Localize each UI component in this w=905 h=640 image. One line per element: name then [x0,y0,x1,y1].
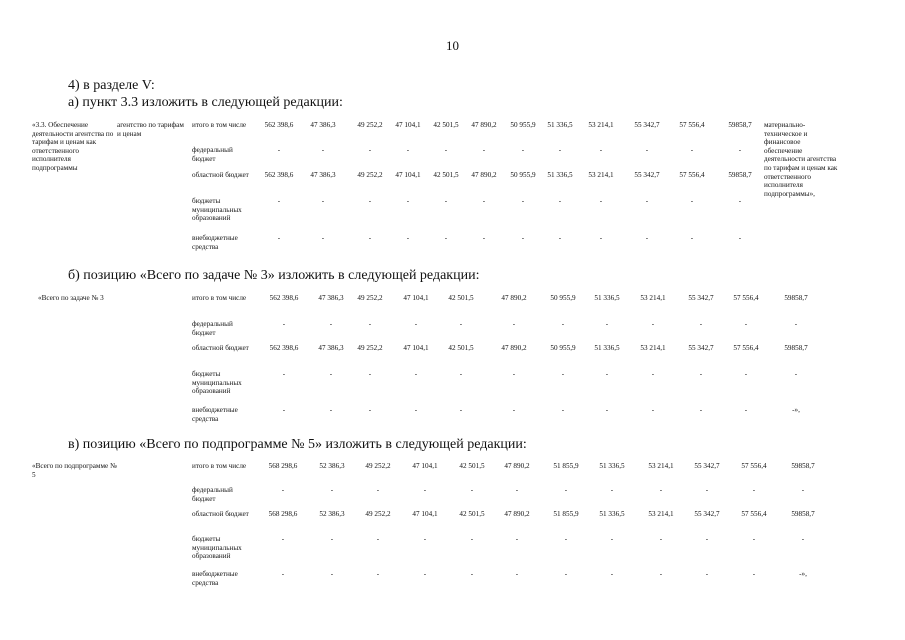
table-cell: 49 252,2 [357,344,383,352]
row-label: бюджеты муниципальных образований [192,370,242,396]
table-cell: - [645,197,649,205]
table-cell: - [659,486,663,494]
row-label: областной бюджет [192,344,249,352]
table-cell: - [368,320,372,328]
table-cell: - [329,320,333,328]
table-cell: 50 955,9 [550,294,576,302]
table-cell: - [281,535,285,543]
table-cell: - [561,406,565,414]
table-cell: - [330,570,334,578]
table-cell: 42 501,5 [433,121,459,129]
table-cell: 55 342,7 [694,462,720,470]
table-cell: - [599,234,603,242]
item-a-heading: а) пункт 3.3 изложить в следующей редакции: [68,95,343,110]
table-cell: 59858,7 [784,294,808,302]
table-cell: - [329,370,333,378]
table-cell: 47 890,2 [504,462,530,470]
row-label: бюджеты муниципальных образований [192,197,242,223]
table-cell: - [515,486,519,494]
table-cell: 49 252,2 [357,171,383,179]
table-cell: - [470,535,474,543]
row-label: бюджеты муниципальных образований [192,535,242,561]
table-cell: -», [792,406,800,414]
table-cell: - [282,370,286,378]
table-cell: - [699,320,703,328]
table-cell: -», [799,570,807,578]
row-label: внебюджетные средства [192,234,238,251]
table-cell: - [512,370,516,378]
table-cell: 47 890,2 [501,294,527,302]
table-cell: 47 890,2 [504,510,530,518]
row-label: внебюджетные средства [192,406,238,423]
item-b-heading: б) позицию «Всего по задаче № 3» изложить в следующей редакции: [68,268,480,283]
table-cell: - [659,535,663,543]
table-cell: - [414,370,418,378]
table-cell: - [423,535,427,543]
table-a-title: «3.3. Обеспечение деятельности агентства по тарифам и ценам как ответственного исполнителя подпрограммы [32,121,114,172]
table-cell: - [690,234,694,242]
row-label: федеральный бюджет [192,486,233,503]
table-cell: - [376,535,380,543]
table-cell: - [744,320,748,328]
row-label: внебюджетные средства [192,570,238,587]
table-cell: 51 855,9 [553,462,579,470]
table-cell: - [321,197,325,205]
table-cell: 47 104,1 [403,294,429,302]
table-cell: 55 342,7 [634,171,660,179]
table-cell: 47 104,1 [395,171,421,179]
row-label: итого в том числе [192,462,247,470]
table-cell: - [558,234,562,242]
table-c-title: «Всего по подпрограмме № 5 [32,462,117,479]
table-cell: - [558,146,562,154]
table-cell: - [801,486,805,494]
table-cell: - [368,234,372,242]
row-label: федеральный бюджет [192,146,233,163]
table-b-title: «Всего по задаче № 3 [38,294,104,302]
table-cell: 49 252,2 [365,510,391,518]
table-cell: 562 398,6 [269,344,299,352]
page-number: 10 [446,38,459,53]
table-cell: - [368,146,372,154]
table-cell: - [282,320,286,328]
table-cell: - [521,146,525,154]
table-cell: 42 501,5 [448,294,474,302]
table-cell: - [599,197,603,205]
table-cell: - [599,146,603,154]
table-a-note: материально-техническое и финансовое обеспечение деятельности агентства по тарифам и ценам как ответственного исполнителя подпрограммы», [764,121,838,198]
table-cell: 562 398,6 [264,171,294,179]
table-cell: 50 955,9 [510,171,536,179]
table-cell: 50 955,9 [550,344,576,352]
table-cell: 51 336,5 [599,510,625,518]
row-label: областной бюджет [192,171,249,179]
table-cell: 47 386,3 [318,294,344,302]
table-cell: - [512,320,516,328]
table-cell: - [521,234,525,242]
table-cell: - [459,406,463,414]
table-cell: - [699,406,703,414]
table-cell: - [512,406,516,414]
table-cell: 47 386,3 [318,344,344,352]
table-cell: - [752,535,756,543]
table-cell: 562 398,6 [264,121,294,129]
table-cell: 47 104,1 [412,510,438,518]
table-cell: - [281,570,285,578]
table-cell: - [406,146,410,154]
table-cell: - [321,234,325,242]
table-cell: 53 214,1 [648,462,674,470]
table-cell: 42 501,5 [459,510,485,518]
table-cell: 47 104,1 [403,344,429,352]
table-cell: - [368,406,372,414]
table-cell: 53 214,1 [588,121,614,129]
table-cell: - [610,535,614,543]
table-cell: - [414,320,418,328]
table-cell: 52 386,3 [319,462,345,470]
table-cell: 47 890,2 [471,171,497,179]
table-cell: - [752,486,756,494]
table-cell: - [645,146,649,154]
table-cell: - [564,486,568,494]
table-a-executor: агентство по тарифам и ценам [117,121,184,138]
table-cell: 59858,7 [791,462,815,470]
table-cell: - [515,570,519,578]
table-cell: - [482,197,486,205]
table-cell: - [444,146,448,154]
table-cell: 55 342,7 [634,121,660,129]
table-cell: 47 386,3 [310,121,336,129]
table-cell: - [752,570,756,578]
table-cell: - [482,234,486,242]
table-cell: - [376,570,380,578]
table-cell: - [330,486,334,494]
table-cell: - [794,370,798,378]
table-cell: - [610,486,614,494]
table-cell: 51 336,5 [547,171,573,179]
table-cell: - [651,406,655,414]
table-cell: 47 890,2 [501,344,527,352]
table-cell: 55 342,7 [688,344,714,352]
table-cell: - [423,570,427,578]
table-cell: - [744,406,748,414]
table-cell: - [515,535,519,543]
table-cell: 59858,7 [728,171,752,179]
table-cell: - [330,535,334,543]
table-cell: - [558,197,562,205]
table-cell: - [738,197,742,205]
table-cell: 51 336,5 [594,294,620,302]
table-cell: 568 298,6 [268,510,298,518]
table-cell: - [605,320,609,328]
table-cell: 55 342,7 [688,294,714,302]
table-cell: 57 556,4 [741,462,767,470]
table-cell: - [794,320,798,328]
table-cell: 55 342,7 [694,510,720,518]
table-cell: 53 214,1 [640,344,666,352]
table-cell: - [645,234,649,242]
table-cell: - [659,570,663,578]
table-cell: 568 298,6 [268,462,298,470]
table-cell: - [376,486,380,494]
table-cell: - [277,146,281,154]
table-cell: 59858,7 [728,121,752,129]
table-cell: - [801,535,805,543]
table-cell: - [605,370,609,378]
table-cell: 57 556,4 [679,121,705,129]
table-cell: - [651,370,655,378]
table-cell: - [470,570,474,578]
table-cell: - [521,197,525,205]
table-cell: - [406,197,410,205]
table-cell: 57 556,4 [733,344,759,352]
table-cell: - [459,370,463,378]
table-cell: 59858,7 [784,344,808,352]
table-cell: - [605,406,609,414]
item-c-heading: в) позицию «Всего по подпрограмме № 5» изложить в следующей редакции: [68,437,527,452]
table-cell: 47 890,2 [471,121,497,129]
row-label: итого в том числе [192,121,247,129]
table-cell: 49 252,2 [357,294,383,302]
table-cell: - [699,370,703,378]
table-cell: - [705,486,709,494]
table-cell: 42 501,5 [433,171,459,179]
table-cell: 562 398,6 [269,294,299,302]
table-cell: - [564,570,568,578]
table-cell: 53 214,1 [640,294,666,302]
table-cell: - [564,535,568,543]
table-cell: - [651,320,655,328]
table-cell: 53 214,1 [588,171,614,179]
table-cell: - [459,320,463,328]
table-cell: - [281,486,285,494]
table-cell: - [738,146,742,154]
table-cell: 49 252,2 [357,121,383,129]
table-cell: - [705,570,709,578]
table-cell: 49 252,2 [365,462,391,470]
table-cell: - [444,197,448,205]
table-cell: 57 556,4 [741,510,767,518]
table-cell: - [705,535,709,543]
table-cell: - [414,406,418,414]
table-cell: 52 386,3 [319,510,345,518]
table-cell: - [610,570,614,578]
table-cell: 59858,7 [791,510,815,518]
table-cell: - [329,406,333,414]
table-cell: - [738,234,742,242]
row-label: федеральный бюджет [192,320,233,337]
table-cell: - [406,234,410,242]
table-cell: - [368,370,372,378]
table-cell: - [368,197,372,205]
table-cell: - [561,320,565,328]
table-cell: - [277,234,281,242]
table-cell: - [482,146,486,154]
table-cell: 47 104,1 [412,462,438,470]
table-cell: - [470,486,474,494]
table-cell: - [282,406,286,414]
table-cell: 57 556,4 [679,171,705,179]
table-cell: 42 501,5 [448,344,474,352]
table-cell: - [690,197,694,205]
table-cell: 57 556,4 [733,294,759,302]
table-cell: - [744,370,748,378]
table-cell: - [321,146,325,154]
table-cell: - [444,234,448,242]
table-cell: - [690,146,694,154]
table-cell: 42 501,5 [459,462,485,470]
row-label: областной бюджет [192,510,249,518]
table-cell: - [561,370,565,378]
section-heading: 4) в разделе V: [68,78,155,93]
row-label: итого в том числе [192,294,247,302]
table-cell: 51 855,9 [553,510,579,518]
table-cell: 53 214,1 [648,510,674,518]
table-cell: 51 336,5 [599,462,625,470]
table-cell: 50 955,9 [510,121,536,129]
table-cell: 47 104,1 [395,121,421,129]
table-cell: 51 336,5 [547,121,573,129]
table-cell: - [423,486,427,494]
table-cell: 47 386,3 [310,171,336,179]
table-cell: 51 336,5 [594,344,620,352]
table-cell: - [277,197,281,205]
